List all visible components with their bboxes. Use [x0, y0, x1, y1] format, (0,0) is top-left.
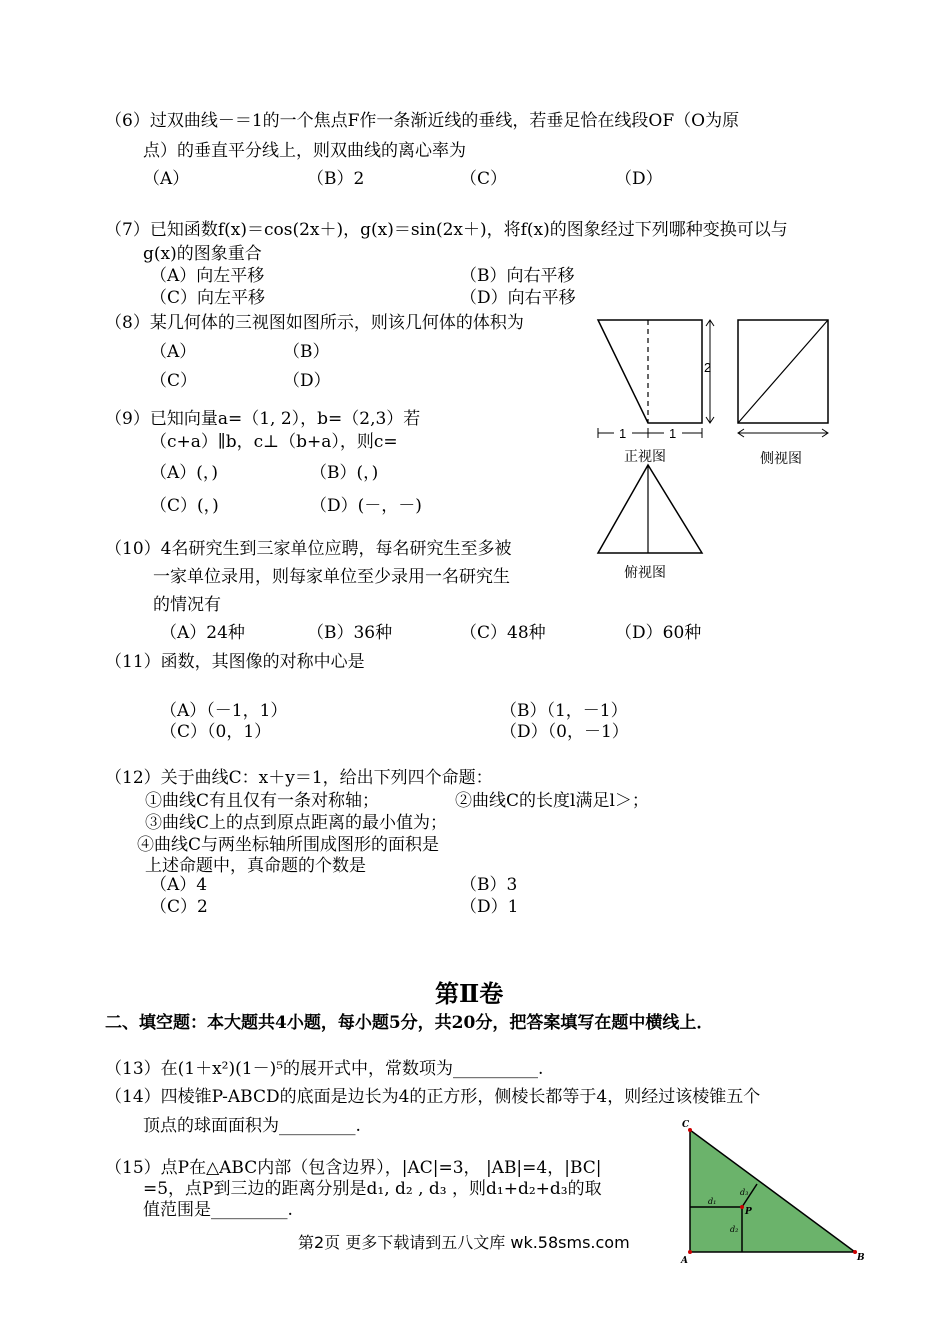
q8-option-a: （A） — [150, 342, 197, 362]
part2-title: 第Ⅱ卷 — [435, 979, 504, 1008]
q8-option-c: （C） — [150, 371, 198, 391]
q12-option-c: （C）2 — [150, 897, 208, 917]
q14-line2: 顶点的球面面积为_________. — [143, 1116, 361, 1136]
top-view-shape — [598, 465, 702, 553]
q9-line1: （9）已知向量a=（1, 2），b=（2,3）若 — [105, 409, 421, 429]
q9-line2: （c+a）∥b，c⊥（b+a），则c= — [150, 432, 398, 452]
q7-line1: （7）已知函数f(x)＝cos(2x＋)，g(x)＝sin(2x＋)，将f(x)的图象经过下列哪种变换可以与 — [105, 220, 788, 240]
q10-option-d: （D）60种 — [615, 623, 702, 643]
label-d2: d₂ — [730, 1225, 739, 1234]
q15-line2: =5，点P到三边的距离分别是d₁, d₂ , d₃ ，则d₁+d₂+d₃的取 — [143, 1179, 602, 1199]
q8-option-b: （B） — [283, 342, 330, 362]
side-view-diagonal — [738, 320, 828, 423]
q11-option-b: （B）（1，－1） — [500, 701, 628, 721]
width-left-label: 1 — [619, 426, 627, 441]
q6-option-a: （A） — [143, 169, 190, 189]
q6-option-d: （D） — [615, 169, 663, 189]
q9-option-b: （B）(，) — [310, 463, 379, 483]
label-d1: d₁ — [708, 1197, 717, 1206]
front-view-shape — [598, 320, 702, 423]
q11-option-a: （A）（－1，1） — [160, 701, 288, 721]
q12-option-d: （D）1 — [460, 897, 519, 917]
q12-proposition-2: ②曲线C的长度l满足l＞； — [455, 791, 649, 811]
q10-line3: 的情况有 — [153, 595, 221, 615]
side-view-caption: 侧视图 — [760, 451, 802, 467]
q9-option-a: （A）(，) — [150, 463, 219, 483]
q13-text: （13）在(1＋x²)(1－)⁵的展开式中，常数项为__________. — [105, 1059, 544, 1079]
front-view-caption: 正视图 — [624, 449, 666, 465]
q6-option-c: （C） — [460, 169, 508, 189]
q12-proposition-4: ④曲线C与两坐标轴所围成图形的面积是 — [137, 835, 440, 855]
q12-conclusion: 上述命题中，真命题的个数是 — [145, 856, 366, 876]
q12-option-b: （B）3 — [460, 875, 518, 895]
q8-stem: （8）某几何体的三视图如图所示，则该几何体的体积为 — [105, 313, 524, 333]
q7-line2: g(x)的图象重合 — [143, 244, 262, 264]
point-a-dot — [688, 1250, 692, 1254]
q11-option-d: （D）（0，－1） — [500, 722, 629, 742]
label-a: A — [681, 1256, 688, 1266]
q6-option-b: （B）2 — [307, 169, 365, 189]
q8-option-d: （D） — [283, 371, 331, 391]
q12-stem: （12）关于曲线C：x＋y＝1，给出下列四个命题： — [105, 768, 493, 788]
q7-option-a: （A）向左平移 — [150, 266, 265, 286]
q12-proposition-3: ③曲线C上的点到原点距离的最小值为； — [145, 813, 448, 833]
triangle-figure — [680, 1118, 870, 1268]
q9-option-c: （C）(，) — [150, 496, 219, 516]
q6-line1: （6）过双曲线－＝1的一个焦点F作一条渐近线的垂线，若垂足恰在线段OF（O为原 — [105, 111, 740, 131]
q10-option-c: （C）48种 — [460, 623, 546, 643]
q12-option-a: （A）4 — [150, 875, 208, 895]
q7-option-c: （C）向左平移 — [150, 288, 266, 308]
q15-line1: （15）点P在△ABC内部（包含边界），|AC|=3， |AB|=4，|BC| — [105, 1158, 602, 1178]
top-view-caption: 俯视图 — [624, 565, 666, 581]
q11-option-c: （C）（0，1） — [160, 722, 272, 742]
height-label: 2 — [704, 360, 712, 375]
q10-option-a: （A）24种 — [160, 623, 245, 643]
label-d3: d₃ — [740, 1188, 749, 1197]
q14-line1: （14）四棱锥P-ABCD的底面是边长为4的正方形，侧棱长都等于4，则经过该棱锥五个 — [105, 1087, 761, 1107]
q7-option-b: （B）向右平移 — [460, 266, 575, 286]
q10-line1: （10）4名研究生到三家单位应聘，每名研究生至多被 — [105, 539, 512, 559]
triangle-abc — [690, 1130, 855, 1252]
q10-line2: 一家单位录用，则每家单位至少录用一名研究生 — [153, 567, 510, 587]
q12-proposition-1: ①曲线C有且仅有一条对称轴； — [145, 791, 380, 811]
three-view-figure — [590, 315, 840, 575]
width-right-label: 1 — [669, 426, 677, 441]
fill-in-section-heading: 二、填空题：本大题共4小题，每小题5分，共20分，把答案填写在题中横线上． — [105, 1013, 714, 1033]
label-p: P — [745, 1207, 752, 1217]
q10-option-b: （B）36种 — [307, 623, 393, 643]
q7-option-d: （D）向右平移 — [460, 288, 576, 308]
q15-line3: 值范围是_________. — [143, 1200, 293, 1220]
q9-option-d: （D）(－，－) — [310, 496, 422, 516]
q6-line2: 点）的垂直平分线上，则双曲线的离心率为 — [143, 141, 466, 161]
point-p-dot — [740, 1205, 744, 1209]
label-b: B — [857, 1253, 865, 1263]
q11-stem: （11）函数，其图像的对称中心是 — [105, 652, 365, 672]
label-c: C — [682, 1120, 690, 1130]
page-footer: 第2页 更多下载请到五八文库 wk.58sms.com — [298, 1233, 630, 1252]
